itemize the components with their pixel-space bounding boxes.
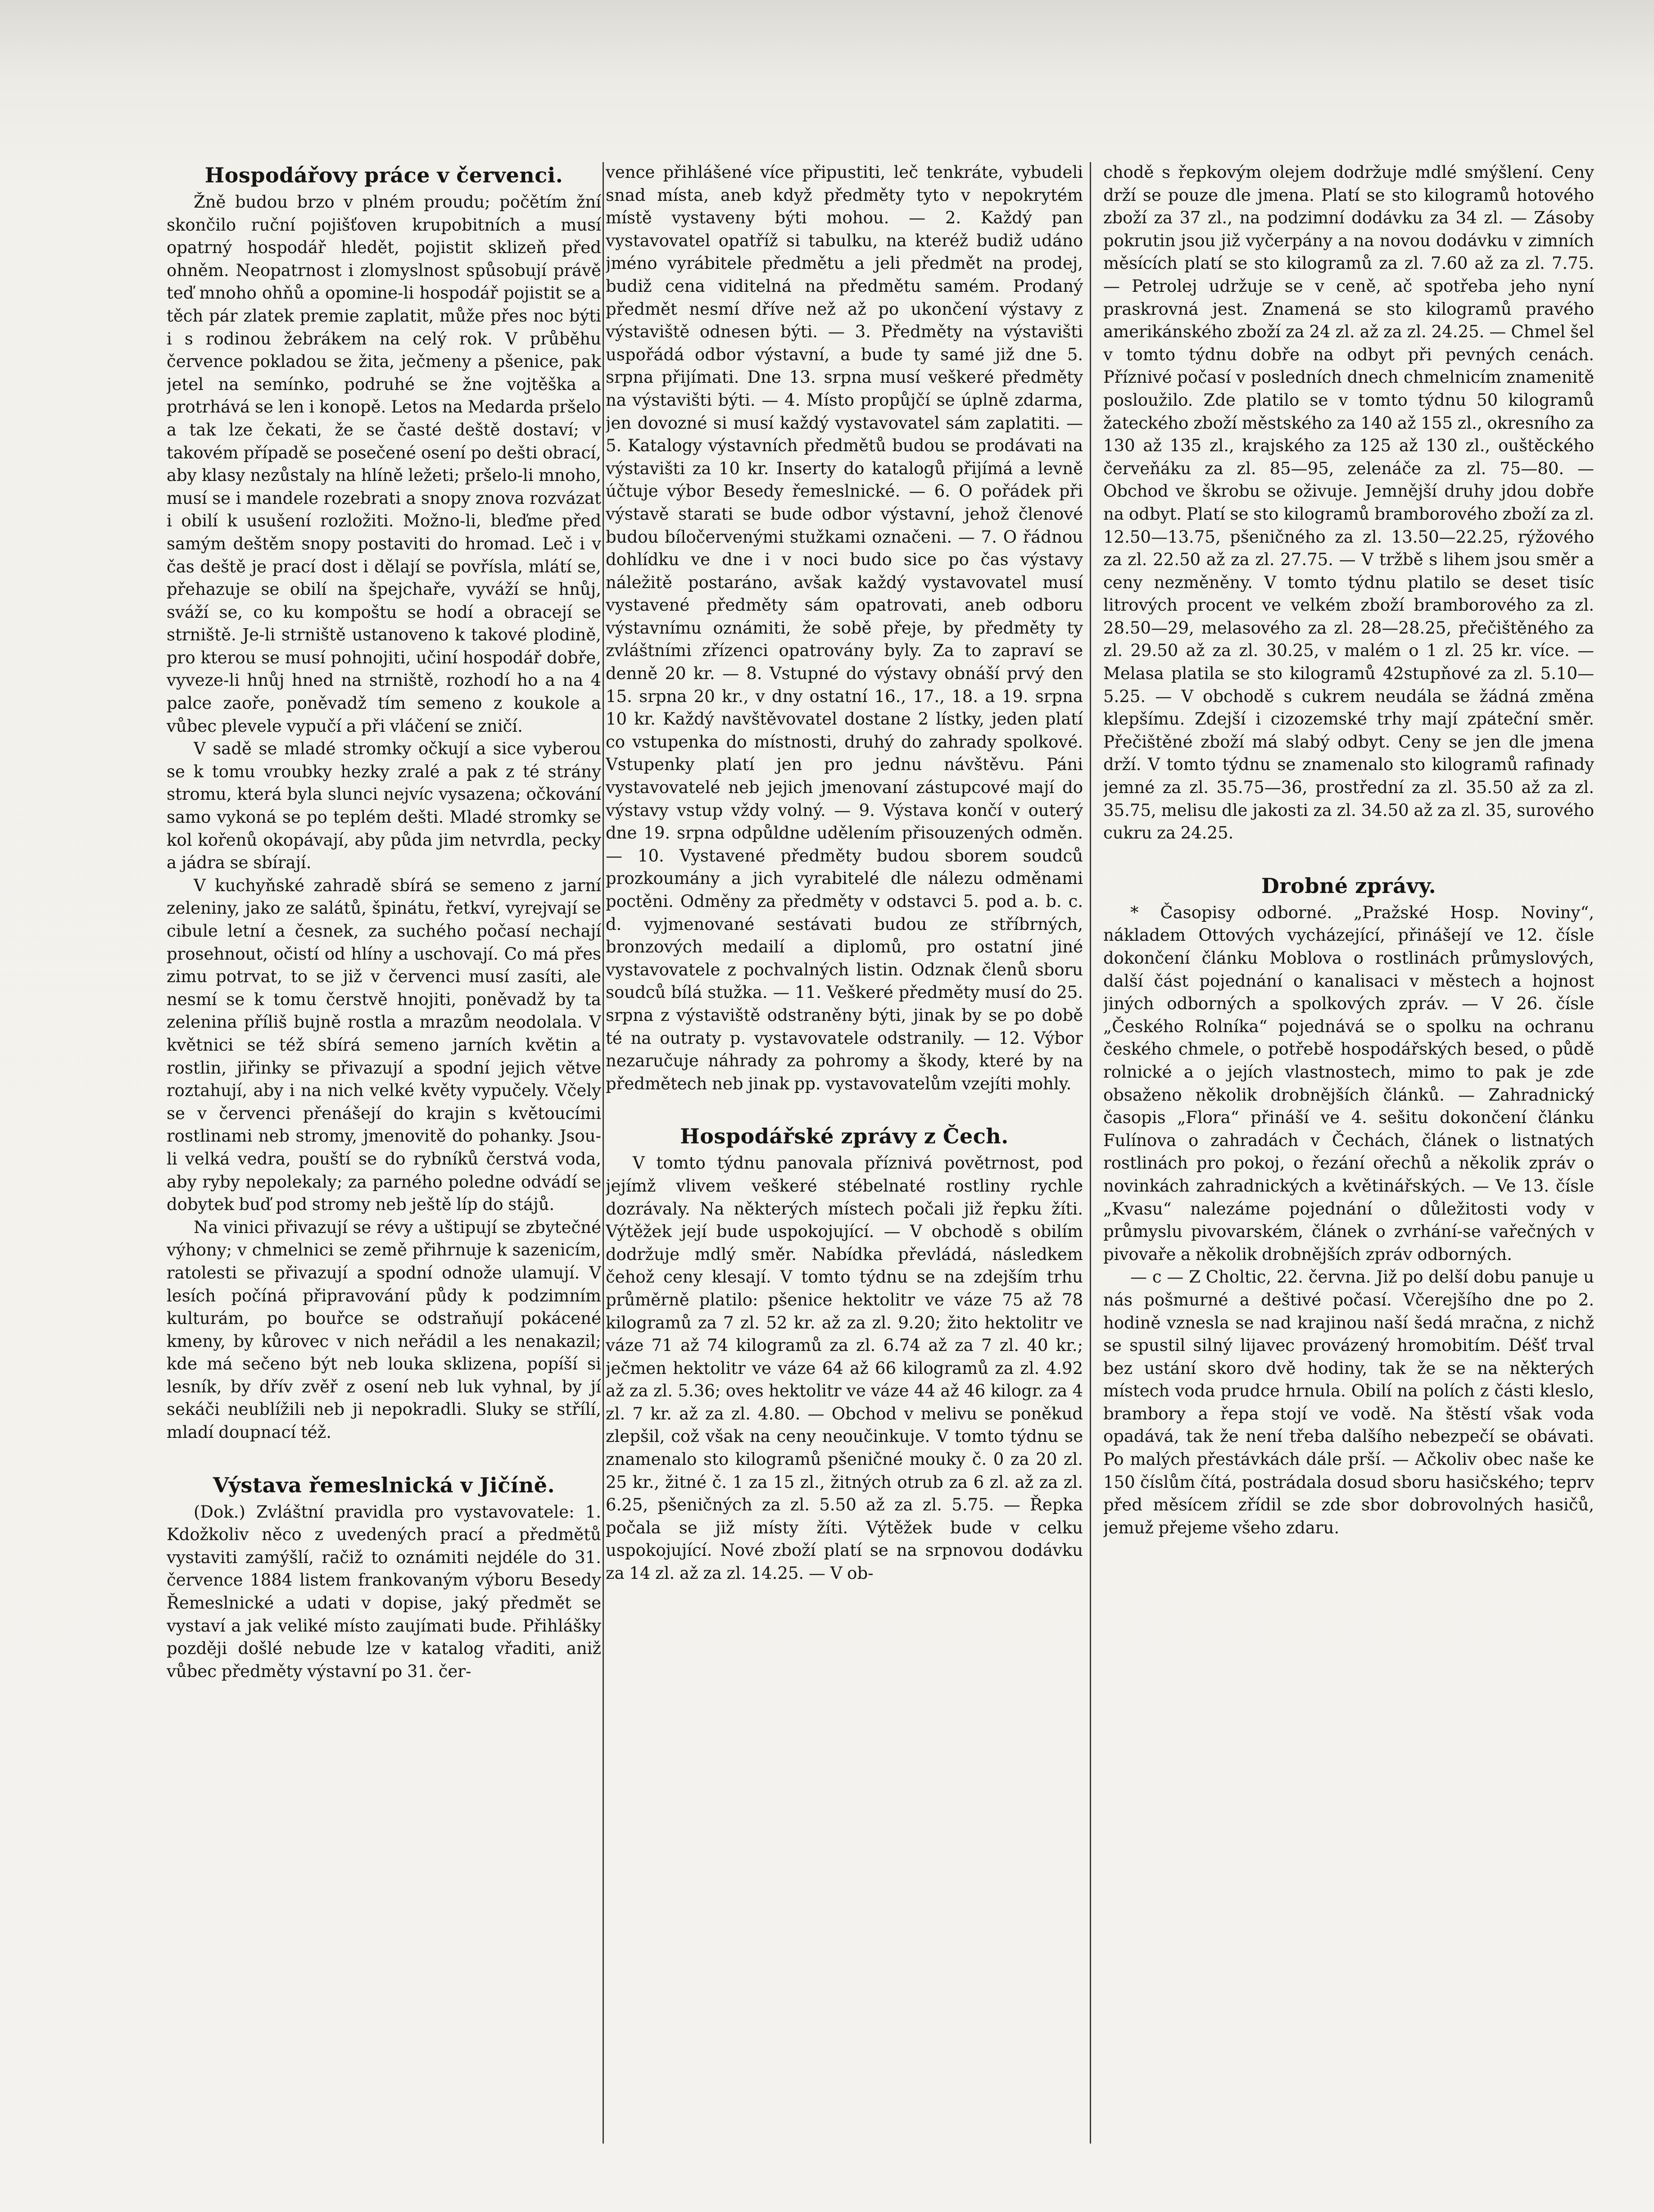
section-gap: [167, 1444, 601, 1471]
article-title: Hospodářovy práce v červenci.: [204, 163, 563, 187]
article-paragraph: — c — Z Choltic, 22. června. Již po delší dobu panuje u nás pošmurné a deštivé počasí. Včerejšího dne po 2. hodině vznesla se nad krajinou naší šedá mračna, z nichž se spustil silný lijavec provázený hromobitím. Déšť trval bez ustání skoro dvě hodiny, tak že se na některých místech voda prudce hrnula. Obilí na polích z části kleslo, brambory a řepa stojí ve vodě. Na štěstí však voda opadává, tak že není třeba dalšího nebezpečí se obávati. Po malých přestávkách dále prší. — Ačkoliv obec naše ke 150 číslům čítá, postrádala dosud sboru hasičského; teprv před měsícem zřídil se zde sbor dobrovolných hasičů, jemuž přejeme všeho zdaru.: [1103, 1267, 1594, 1537]
article-paragraph: * Časopisy odborné. „Pražské Hosp. Noviny“, nákladem Ottových vycházející, přinášejí ve 12. čísle dokončení článku Moblova o rostlinách průmyslových, další část pojednání o kanalisaci v městech a hojnost jiných odborných a spolkových zpráv. — V 26. čísle „Českého Rolníka“ pojednává se o spolku na ochranu českého chmele, o potřebě hospodářských besed, o půdě rolnické a o jejích vlastnostech, mimo to pak je zde obsaženo několik drobnějších článků. — Zahradnický časopis „Flora“ přináší ve 4. sešitu dokončení článku Fulínova o zahradách v Čechách, článek o listnatých rostlinách pro pokoj, o řezání ořechů a několik zpráv o novinkách zahradnických a květinářských. — Ve 13. čísle „Kvasu“ nalezáme pojednání o důležitosti vody v průmyslu pivovarském, článek o zvrhání-se vařečných v pivovaře a několik drobnějších zpráv odborných.: [1103, 902, 1594, 1264]
column-divider: [1090, 162, 1091, 2144]
article-title: Výstava řemeslnická v Jičíně.: [213, 1473, 555, 1497]
article-paragraph: V tomto týdnu panovala příznivá povětrnost, pod jejímž vlivem veškeré stébelnaté rostliny rychle dozrávaly. Na některých místech počali již řepku žíti. Výtěžek její bude uspokojující. — V obchodě s obilím dodržuje mdlý směr. Nabídka převládá, následkem čehož ceny klesají. V tomto týdnu se na zdejším trhu průměrně platilo: pšenice hektolitr ve váze 75 až 78 kilogramů za 7 zl. 52 kr. až za zl. 9.20; žito hektolitr ve váze 71 až 74 kilogramů za zl. 6.74 až za 7 zl. 40 kr.; ječmen hektolitr ve váze 64 až 66 kilogramů za zl. 4.92 až za zl. 5.36; oves hektolitr ve váze 44 až 46 kilogr. za 4 zl. 7 kr. až za zl. 4.80. — Obchod v melivu se poněkud zlepšil, což však na ceny neoučinkuje. V tomto týdnu se znamenalo sto kilogramů pšeničné mouky č. 0 za 20 zl. 25 kr., žitné č. 1 za 15 zl., žitných otrub za 6 zl. až za zl. 6.25, pšeničných za zl. 5.50 až za zl. 5.75. — Řepka počala se již místy žíti. Výtěžek bude v celku uspokojující. Nové zboží platí se na srpnovou dodávku za 14 zl. až za zl. 14.25. — V ob-: [606, 1153, 1083, 1583]
article-paragraph: Žně budou brzo v plném proudu; počětím žní skončilo ruční pojišťoven krupobitních a musí opatrný hospodář hledět, pojistit sklizeň před ohněm. Neopatrnost i zlomyslnost spůsobují právě teď mnoho ohňů a opomine-li hospodář pojistit se a těch pár zlatek premie zaplatit, může přes noc býti i s rodinou žebrákem na celý rok. V průběhu července pokladou se žita, ječmeny a pšenice, pak jetel na semínko, podruhé se žne vojtěška a protrhává se len i konopě. Letos na Medarda pršelo a tak lze čekati, že se časté deště dostaví; v takovém případě se posečené osení po dešti obrací, aby klasy nezůstaly na hlíně ležeti; pršelo-li mnoho, musí se i mandele rozebrati a snopy znova rozvázat i obilí k usušení rozložiti. Možno-li, bleďme před samým deštěm snopy postaviti do hromad. Leč i v čas deště je prací dost i dělají se povřísla, mlátí se, přehazuje se obilí na špejchaře, vyváží se hnůj, sváží se, co ku kompoštu se hodí a obracejí se strniště. Je-li strniště ustanoveno k takové plodině, pro kterou se musí pohnojiti, učiní hospodář dobře, vyveze-li hnůj hned na strniště, rozhodí ho a na 4 palce zaoře, poněvadž tím semeno z koukole a vůbec plevele vypučí a při vláčení se zničí.: [167, 192, 601, 736]
article-paragraph: chodě s řepkovým olejem dodržuje mdlé smýšlení. Ceny drží se pouze dle jmena. Platí se sto kilogramů hotového zboží za 37 zl., na podzimní dodávku za 34 zl. — Zásoby pokrutin jsou již vyčerpány a na novou dodávku v zimních měsících platí se sto kilogramů za zl. 7.60 až za zl. 7.75. — Petrolej udržuje se v ceně, ač spotřeba jeho nyní praskrovná jest. Znamená se sto kilogramů pravého amerikánského zboží za 24 zl. až za zl. 24.25. — Chmel šel v tomto týdnu dobře na odbyt při pevných cenách. Příznivé počasí v posledních dnech chmelnicím znamenitě posloužilo. Zde platilo se v tomto týdnu 50 kilogramů žateckého zboží městského za 140 až 155 zl., okresního za 130 až 135 zl., krajského za 125 až 130 zl., ouštěckého červeňáku za zl. 85—95, zelenáče za zl. 75—80. — Obchod ve škrobu se oživuje. Jemnější druhy jdou dobře na odbyt. Platí se sto kilogramů bramborového zboží za zl. 12.50—13.75, pšeničného za zl. 13.50—22.25, rýžového za zl. 22.50 až za zl. 27.75. — V tržbě s lihem jsou směr a ceny nezměněny. V tomto týdnu platilo se deset tisíc litrových procent ve velkém zboží bramborového za zl. 28.50—29, melasového za zl. 28—28.25, přečištěného za zl. 29.50 až za zl. 30.25, v malém o 1 zl. 25 kr. více. — Melasa platila se sto kilogramů 42stupňové za zl. 5.10—5.25. — V obchodě s cukrem neudála se žádná změna klepšímu. Zdejší i cizozemské trhy mají zpáteční směr. Přečištěné zboží má slabý odbyt. Ceny se jen dle jmena drží. V tomto týdnu se znamenalo sto kilogramů rafinady jemné za zl. 35.75—36, prostřední za zl. 35.50 až za zl. 35.75, melisu dle jakosti za zl. 34.50 až za zl. 35, surového cukru za 24.25.: [1103, 163, 1594, 843]
article-paragraph: Na vinici přivazují se révy a uštipují se zbytečné výhony; v chmelnici se země přihrnuje k sazenicím, ratolesti se přivazují a spodní odnože ulamují. V lesích počíná připravování půdy k podzimním kulturám, po bouřce se odstraňují pokácené kmeny, by kůrovec v nich neřádil a les nenakazil; kde má sečeno být neb louka sklizena, popíší si lesník, by dřív zvěř z osení neb luk vyhnal, by jí sekáči neublížili neb ji nepokradli. Sluky se střílí, mladí doupnací též.: [167, 1217, 601, 1442]
column-2: [606, 161, 1083, 2156]
column-divider: [603, 162, 604, 2144]
column-3: [1103, 161, 1594, 2156]
article-paragraph: V sadě se mladé stromky očkují a sice vyberou se k tomu vroubky hezky zralé a pak z té strány stromu, která byla slunci nejvíc vysazena; očkování samo vykoná se po teplém dešti. Mladé stromky se kol kořenů okopávají, aby půda jim netvrdla, pecky a jádra se sbírají.: [167, 739, 601, 873]
section-gap: [1103, 845, 1594, 872]
column-1: [167, 161, 601, 2156]
section-gap: [606, 1095, 1083, 1122]
article-paragraph: vence přihlášené více připustiti, leč tenkráte, vybudeli snad místa, aneb když předměty tyto v nepokrytém místě vystaveny býti mohou. — 2. Každý pan vystavovatel opatříž si tabulku, na kteréž budiž udáno jméno vyrábitele předmětu a jeli předmět na prodej, budiž cena viditelná na předmětu samém. Prodaný předmět nesmí dříve než až po ukončení výstavy z výstaviště odnesen býti. — 3. Předměty na výstavišti uspořádá odbor výstavní, a bude ty samé již dne 5. srpna přijímati. Dne 13. srpna musí veškeré předměty na výstavišti býti. — 4. Místo propůjčí se úplně zdarma, jen dovozné si musí každý vystavovatel sám zaplatiti. — 5. Katalogy výstavních předmětů budou se prodávati na výstavišti za 10 kr. Inserty do katalogů přijímá a levně účtuje výbor Besedy řemeslnické. — 6. O pořádek při výstavě starati se bude odbor výstavní, jehož členové budou bíločervenými stužkami označeni. — 7. O řádnou dohlídku ve dne i v noci budo sice po čas výstavy náležitě postaráno, avšak každý vystavovatel musí vystavené předměty sám opatrovati, aneb odboru výstavnímu oznámiti, že sobě přeje, by předměty ty zvláštními zřízenci opatrovány byly. Za to zapraví se denně 20 kr. — 8. Vstupné do výstavy obnáší prvý den 15. srpna 20 kr., v dny ostatní 16., 17., 18. a 19. srpna 10 kr. Každý navštěvovatel dostane 2 lístky, jeden platí co vstupenka do místnosti, druhý do zahrady spolkové. Vstupenky platí jen pro jednu návštěvu. Páni vystavovatelé neb jejich jmenovaní zástupcové mají do výstavy vstup vždy volný. — 9. Výstava končí v outerý dne 19. srpna odpůldne udělením přisouzených odměn. — 10. Vystavené předměty budou sborem soudců prozkoumány a jich vyrabitelé dle nálezu odměnami poctěni. Odměny za předměty v odstavci 5. pod a. b. c. d. vyjmenované sestávati budou ze stříbrných, bronzových medailí a diplomů, pro ostatní jiné vystavovatele z pochvalných listin. Odznak členů sboru soudců bílá stužka. — 11. Veškeré předměty musí do 25. srpna z výstaviště odstraněny býti, jinak by se po době té na outraty p. vystavovatele odstranily. — 12. Výbor nezaručuje náhrady za pohromy a škody, které by na předmětech neb jinak pp. vystavovatelům vzejíti mohly.: [606, 163, 1083, 1093]
article-paragraph: (Dok.) Zvláštní pravidla pro vystavovatele: 1. Kdožkoliv něco z uvedených prací a předmětů vystaviti zamýšlí, račiž to oznámiti nejdéle do 31. července 1884 listem frankovaným výboru Besedy Řemeslnické a udati v dopise, jaký předmět se vystaví a jak veliké místo zaujímati bude. Přihlášky později došlé nebude lze v katalog vřaditi, aniž vůbec předměty výstavní po 31. čer-: [167, 1502, 601, 1681]
article-title: Drobné zprávy.: [1261, 873, 1436, 898]
article-paragraph: V kuchyňské zahradě sbírá se semeno z jarní zeleniny, jako ze salátů, špinátu, řetkví, vyrejvají se cibule letní a česnek, za suchého počasí nechají prosehnout, očistí od hlíny a uschovají. Co má přes zimu potrvat, to se již v červenci musí zasíti, ale nesmí se k tomu čerstvě hnojiti, poněvadž by ta zelenina příliš bujně rostla a mrazům neodolala. V květnici se též sbírá semeno jarních květin a rostlin, jiřinky se přivazují a spodní jejich větve roztahují, aby i na nich velké květy vypučely. Včely se v červenci přenášejí do krajin s květoucími rostlinami neb stromy, jmenovitě do pohanky. Jsou-li velká vedra, pouští se do rybníků čerstvá voda, aby ryby nepolekaly; za parného poledne odvádí se dobytek buď pod stromy neb ještě líp do stájů.: [167, 875, 601, 1215]
article-title: Hospodářské zprávy z Čech.: [680, 1124, 1009, 1149]
